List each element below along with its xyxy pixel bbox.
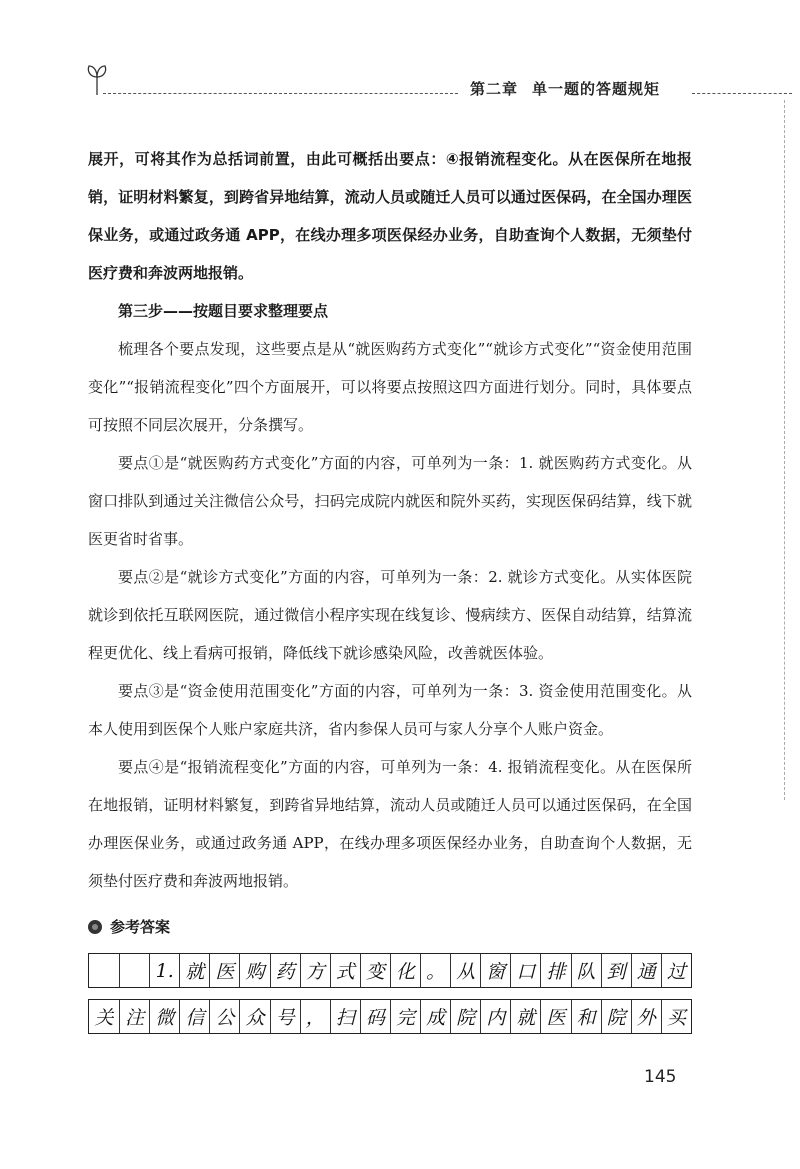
grid-cell: 信: [179, 1000, 209, 1033]
grid-cell: 过: [661, 954, 691, 987]
chapter-section-title: 单一题的答题规矩: [532, 80, 661, 98]
grid-cell: 医: [209, 954, 239, 987]
header-rule: [692, 93, 792, 94]
grid-cell: 号: [270, 1000, 300, 1033]
page-edge-line: [784, 100, 785, 800]
grid-cell: 药: [270, 954, 300, 987]
grid-cell: 内: [480, 1000, 510, 1033]
reference-answer-title: 参考答案: [110, 918, 171, 936]
header-title: [470, 78, 660, 99]
grid-cell: 到: [601, 954, 631, 987]
grid-cell: 1.: [149, 954, 179, 987]
grid-cell: 就: [510, 1000, 540, 1033]
grid-cell: 关: [94, 1007, 114, 1029]
grid-cell: 医: [540, 1000, 570, 1033]
page-number: 145: [644, 1067, 677, 1087]
grid-cell: 口: [510, 954, 540, 987]
body-paragraph: 第三步——按题目要求整理要点: [118, 302, 329, 320]
grid-cell: 注: [119, 1000, 149, 1033]
sprout-icon: [86, 62, 108, 96]
answer-grid-row: [88, 953, 692, 988]
page-body: [88, 140, 692, 900]
grid-cell: 院: [601, 1000, 631, 1033]
grid-cell: 就: [179, 954, 209, 987]
grid-cell: 排: [540, 954, 570, 987]
grid-cell: 外: [631, 1000, 661, 1033]
chapter-label: 第二章: [470, 80, 519, 98]
grid-cell: 购: [239, 954, 269, 987]
body-paragraph: 要点③是“资金使用范围变化”方面的内容，可单列为一条：3. 资金使用范围变化。从本人使用到医保个人账户家庭共济，省内参保人员可与家人分享个人账户资金。: [88, 682, 692, 738]
grid-cell: 从: [450, 954, 480, 987]
body-paragraph: 展开，可将其作为总括词前置，由此可概括出要点：④报销流程变化。从在医保所在地报销，证明材料繁复，到跨省异地结算，流动人员或随迁人员可以通过医保码，在全国办理医保业务，或通过政务通 APP，在线办理多项医保经办业务，自助查询个人数据，无须垫付医疗费和奔波两地报销。: [88, 150, 692, 282]
grid-cell: 公: [209, 1000, 239, 1033]
grid-cell: 式: [330, 954, 360, 987]
grid-cell: [119, 954, 149, 987]
grid-cell: 方: [300, 954, 330, 987]
grid-cell: 码: [360, 1000, 390, 1033]
grid-cell: 完: [390, 1000, 420, 1033]
answer-grid-row: [88, 999, 692, 1034]
grid-cell: 队: [571, 954, 601, 987]
grid-cell: 。: [420, 954, 450, 987]
running-header: [0, 0, 800, 110]
grid-cell: 扫: [330, 1000, 360, 1033]
body-paragraph: 要点①是“就医购药方式变化”方面的内容，可单列为一条：1. 就医购药方式变化。从窗口排队到通过关注微信公众号，扫码完成院内就医和院外买药，实现医保码结算，线下就医更省时省事。: [88, 454, 692, 548]
grid-cell: [89, 954, 119, 987]
grid-cell: 成: [420, 1000, 450, 1033]
grid-cell: ，: [300, 1000, 330, 1033]
reference-answer-heading: [88, 916, 170, 937]
grid-cell: 通: [631, 954, 661, 987]
grid-cell: 买: [661, 1000, 691, 1033]
body-paragraph: 梳理各个要点发现，这些要点是从“就医购药方式变化”“就诊方式变化”“资金使用范围变化”“报销流程变化”四个方面展开，可以将要点按照这四方面进行划分。同时，具体要点可按照不同层次展开，分条撰写。: [88, 340, 692, 434]
grid-cell: 变: [360, 954, 390, 987]
grid-cell: 院: [450, 1000, 480, 1033]
body-paragraph: 要点④是“报销流程变化”方面的内容，可单列为一条：4. 报销流程变化。从在医保所在地报销，证明材料繁复，到跨省异地结算，流动人员或随迁人员可以通过医保码，在全国办理医保业务，或通过政务通 APP，在线办理多项医保经办业务，自助查询个人数据，无须垫付医疗费和奔波两地报销。: [88, 758, 692, 890]
grid-cell: 化: [390, 954, 420, 987]
body-paragraph: 要点②是“就诊方式变化”方面的内容，可单列为一条：2. 就诊方式变化。从实体医院就诊到依托互联网医院，通过微信小程序实现在线复诊、慢病续方、医保自动结算，结算流程更优化、线上看病可报销，降低线下就诊感染风险，改善就医体验。: [88, 568, 692, 662]
header-rule: [103, 93, 458, 94]
grid-cell: 窗: [480, 954, 510, 987]
grid-cell: 和: [571, 1000, 601, 1033]
bullet-icon: [88, 920, 102, 934]
grid-cell: 微: [149, 1000, 179, 1033]
grid-cell: 众: [239, 1000, 269, 1033]
